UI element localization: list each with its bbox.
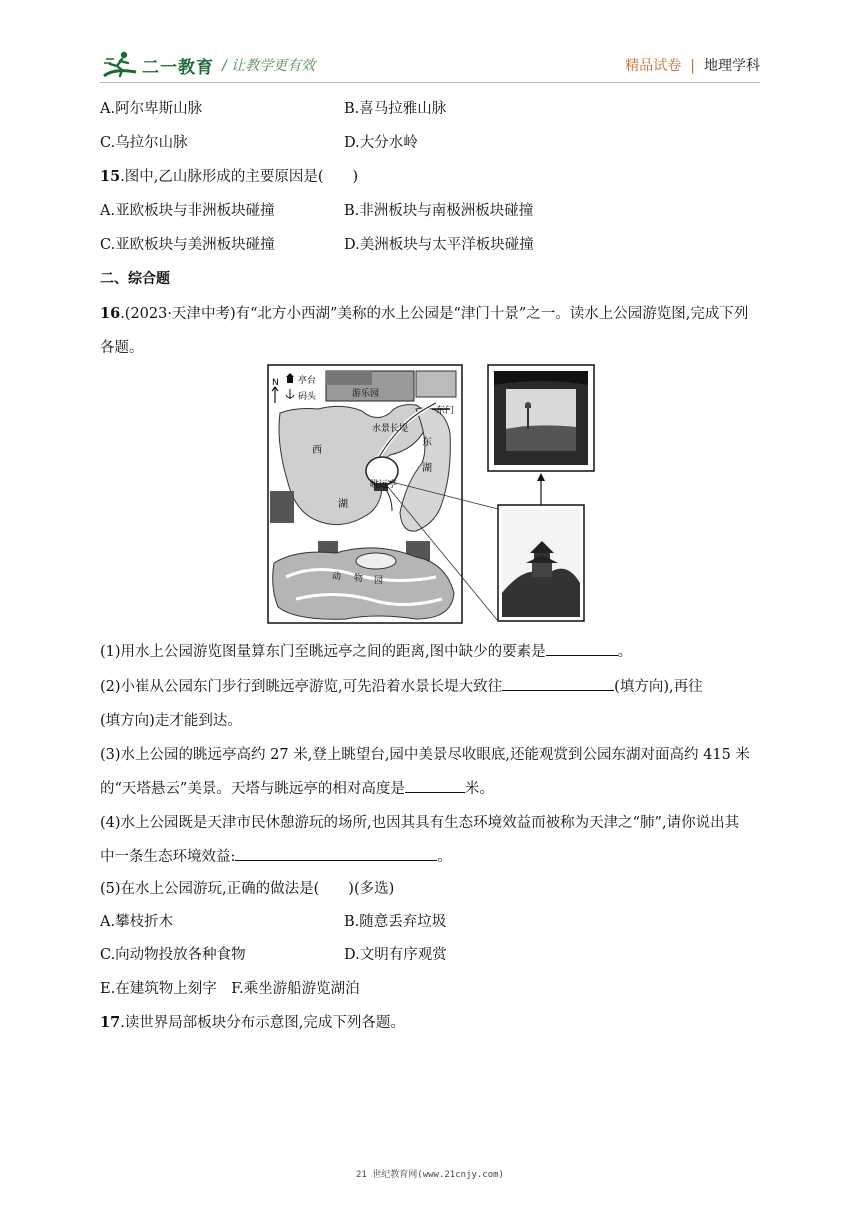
q17-number: 17: [100, 1014, 121, 1031]
logo-text: 二一教育: [142, 57, 214, 78]
answer-blank-1[interactable]: [546, 641, 618, 656]
q14-option-b: B.喜马拉雅山脉: [344, 101, 447, 117]
label-tiaoyuanting: 眺远亭: [370, 480, 398, 490]
q16-option-ef: E.在建筑物上刻字 F.乘坐游船游览湖泊: [100, 981, 360, 997]
logo: [100, 50, 214, 80]
q16-sub2-line2: (填方向)走才能到达。: [100, 713, 242, 729]
q15-stem: [100, 165, 358, 186]
q16-stem-line2: 各题。: [100, 340, 144, 356]
q16-sub4-line2: [100, 845, 452, 866]
q15-option-d: D.美洲板块与太平洋板块碰撞: [344, 237, 534, 253]
label-dongmen: 东门: [436, 406, 455, 416]
header-separator: |: [690, 58, 695, 74]
label-wu: 物: [354, 574, 364, 584]
label-yuan: 园: [374, 576, 384, 586]
answer-blank-2[interactable]: [502, 676, 614, 691]
q16-sub3-text-b: 米。: [464, 781, 494, 797]
q16-sub2: [100, 675, 703, 696]
section-title: 二、综合题: [100, 271, 170, 287]
q16-sub4-text-a: 中一条生态环境效益:: [100, 849, 236, 865]
q16-option-c: C.向动物投放各种食物: [100, 947, 246, 963]
north-east-block: [416, 371, 456, 397]
legend-dock-label: 码头: [298, 392, 317, 402]
header-divider: [100, 82, 760, 83]
dark-patch-1: [270, 491, 294, 523]
slogan: / 让教学更有效: [222, 58, 316, 74]
label-dong-zoo: 动: [332, 572, 342, 582]
answer-blank-3[interactable]: [405, 778, 465, 793]
q16-option-d: D.文明有序观赏: [344, 947, 447, 963]
label-dong: 东: [422, 437, 432, 448]
label-shuijingchangdi: 水景长堤: [372, 424, 409, 434]
q16-sub1-text: (1)用水上公园游览图量算东门至眺远亭之间的距离,图中缺少的要素是: [100, 644, 546, 660]
runner-logo-icon: [100, 50, 140, 80]
q16-sub4-text-b: 。: [437, 849, 452, 865]
q16-option-b: B.随意丢弃垃圾: [344, 914, 447, 930]
page-header: [100, 50, 760, 82]
q15-option-a: A.亚欧板块与非洲板块碰撞: [100, 203, 275, 219]
q15-option-c: C.亚欧板块与美洲板块碰撞: [100, 237, 275, 253]
q16-sub5-stem: (5)在水上公园游玩,正确的做法是( )(多选): [100, 881, 395, 897]
label-dong-hu: 湖: [422, 463, 432, 474]
q14-option-a: A.阿尔卑斯山脉: [100, 101, 203, 117]
q15-stem-text: .图中,乙山脉形成的主要原因是( ): [120, 169, 359, 185]
q14-option-c: C.乌拉尔山脉: [100, 135, 188, 151]
q15-option-b: B.非洲板块与南极洲板块碰撞: [344, 203, 534, 219]
label-youleyuan: 游乐园: [352, 389, 380, 399]
q16-sub3-line2: [100, 777, 494, 798]
header-subject: [625, 55, 760, 75]
q16-stem-text: .(2023·天津中考)有“北方小西湖”美称的水上公园是“津门十景”之一。读水上公园游览图,完成下列: [120, 306, 749, 322]
q16-stem-line1: [100, 302, 748, 323]
q16-option-a: A.攀枝折木: [100, 914, 174, 930]
q15-number: 15: [100, 168, 121, 185]
label-xi-hu: 湖: [338, 499, 348, 510]
header-tag: 精品试卷: [625, 58, 682, 74]
label-xi: 西: [312, 445, 322, 456]
q17-stem-text: .读世界局部板块分布示意图,完成下列各题。: [120, 1015, 405, 1031]
park-map-figure: [266, 363, 596, 625]
amusement-park-block: [326, 371, 372, 385]
q16-number: 16: [100, 305, 121, 322]
north-label: N: [272, 378, 279, 388]
header-subject-label: 地理学科: [704, 58, 760, 74]
q16-sub1-end: 。: [617, 644, 633, 660]
q17-stem: [100, 1011, 405, 1032]
q16-sub3-line1: (3)水上公园的眺远亭高约 27 米,登上眺望台,园中美景尽收眼底,还能观赏到公园东湖对面高约 415 米: [100, 747, 750, 763]
answer-blank-4[interactable]: [235, 846, 437, 861]
q16-sub2-text-b: (填方向),再往: [614, 679, 703, 695]
q16-sub3-text-a: 的“天塔悬云”美景。天塔与眺远亭的相对高度是: [100, 781, 405, 797]
legend-pavilion-label: 亭台: [298, 376, 317, 386]
q16-sub2-text-a: (2)小崔从公园东门步行到眺远亭游览,可先沿着水景长堤大致往: [100, 679, 503, 695]
page-footer: 21 世纪教育网(www.21cnjy.com): [356, 1170, 504, 1180]
q16-sub1: [100, 640, 632, 661]
q16-sub4-line1: (4)水上公园既是天津市民休憩游玩的场所,也因其具有生态环境效益而被称为天津之“肺”,请你说出其: [100, 815, 740, 831]
q14-option-d: D.大分水岭: [344, 135, 418, 151]
